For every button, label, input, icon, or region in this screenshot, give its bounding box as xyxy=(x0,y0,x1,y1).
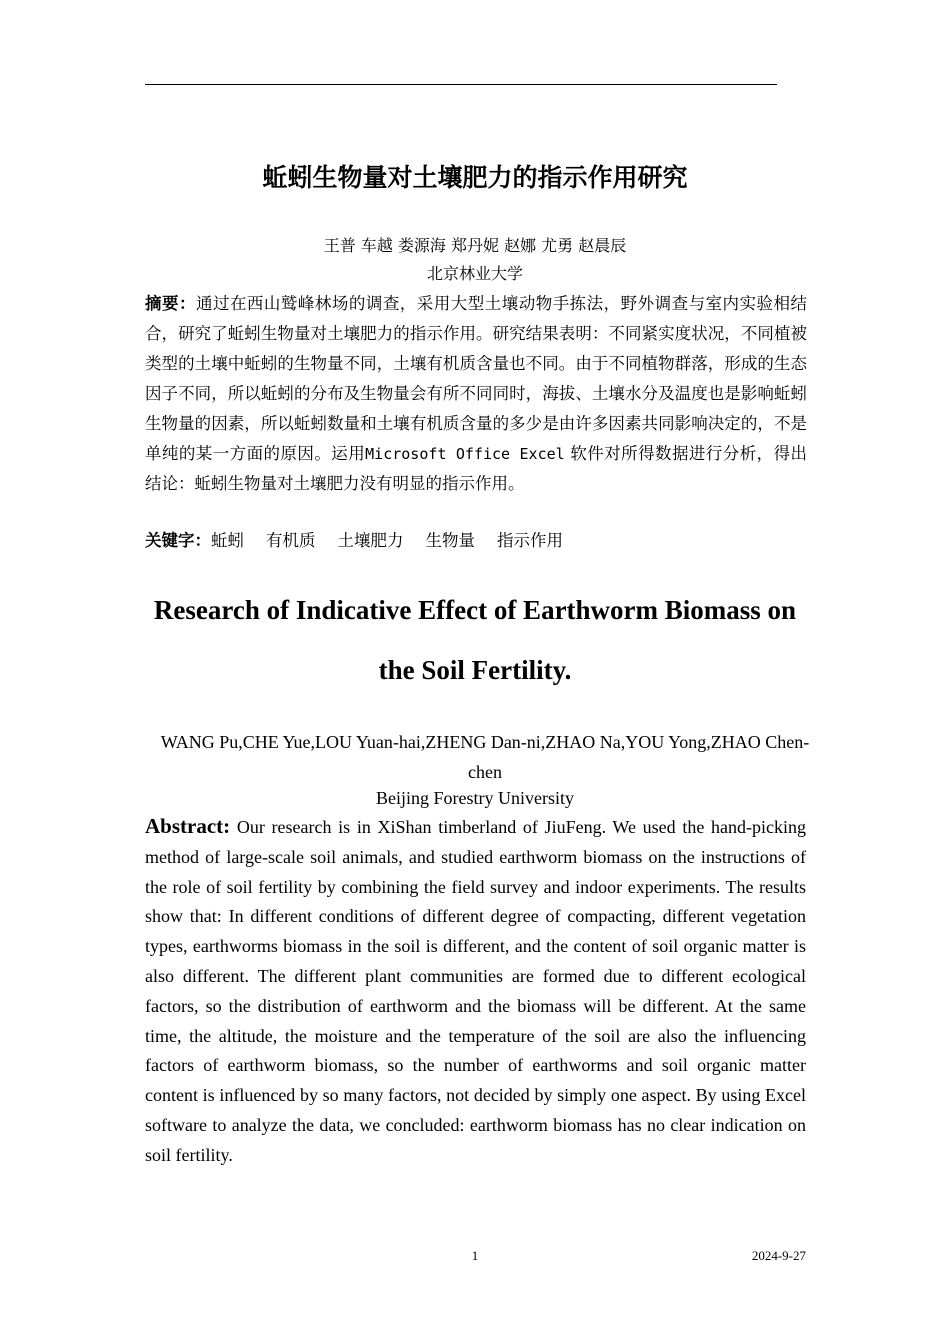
chinese-abstract-software: Microsoft Office Excel xyxy=(365,445,565,463)
chinese-keywords-label: 关键字： xyxy=(145,531,211,550)
english-title: Research of Indicative Effect of Earthworm Biomass on the Soil Fertility. xyxy=(153,595,797,685)
keyword: 有机质 xyxy=(266,531,316,550)
chinese-affiliation: 北京林业大学 xyxy=(426,264,523,283)
page-date: 2024-9-27 xyxy=(751,1248,806,1263)
chinese-keywords xyxy=(145,526,807,556)
english-abstract-text: Our research is in XiShan timberland of JiuFeng. We used the hand-picking method of large-scale soil animals, and studied earthworm biomass on the instructions of the role of soil fertility by combining the field survey and indoor experiments. The results show that: In different conditions of different degree of compacting, different vegetation types, earthworms biomass in the soil is different, and the content of soil organic matter is also different. The different plant communities are formed due to different ecological factors, so the distribution of earthworm and the biomass will be different. At the same time, the altitude, the moisture and the temperature of the soil are also the influencing factors of earthworm biomass, so the number of earthworms and soil organic matter content is influenced by so many factors, not decided by simply one aspect. By using Excel software to analyze the data, we concluded: earthworm biomass has no clear indication on soil fertility. xyxy=(145,817,806,1165)
keyword: 指示作用 xyxy=(497,531,563,550)
page-number: 1 xyxy=(471,1248,479,1263)
keyword: 蚯蚓 xyxy=(211,531,244,550)
chinese-abstract-text-1: 通过在西山鹫峰林场的调查，采用大型土壤动物手拣法，野外调查与室内实验相结合，研究了蚯蚓生物量对土壤肥力的指示作用。研究结果表明：不同紧实度状况，不同植被类型的土壤中蚯蚓的生物量不同，土壤有机质含量也不同。由于不同植物群落，形成的生态因子不同，所以蚯蚓的分布及生物量会有所不同同时，海拔、土壤水分及温度也是影响蚯蚓生物量的因素，所以蚯蚓数量和土壤有机质含量的多少是由许多因素共同影响决定的，不是单纯的某一方面的原因。运用 xyxy=(145,294,808,463)
keyword: 生物量 xyxy=(425,531,475,550)
english-abstract-label: Abstract: xyxy=(145,814,231,838)
header-rule xyxy=(145,84,777,85)
english-authors: WANG Pu,CHE Yue,LOU Yuan-hai,ZHENG Dan-ni,ZHAO Na,YOU Yong,ZHAO Chen-chen xyxy=(160,732,810,782)
chinese-abstract-text-2: 软件对所得数据进行分析，得出结论：蚯蚓生物量对土壤肥力没有明显的指示作用。 xyxy=(145,444,807,493)
chinese-title: 蚯蚓生物量对土壤肥力的指示作用研究 xyxy=(262,163,688,192)
chinese-abstract-label: 摘要： xyxy=(145,294,196,313)
english-affiliation: Beijing Forestry University xyxy=(376,788,574,808)
keyword: 土壤肥力 xyxy=(337,531,404,550)
english-abstract xyxy=(145,812,806,1171)
chinese-authors: 王普 车越 娄源海 郑丹妮 赵娜 尤勇 赵晨辰 xyxy=(323,236,627,255)
chinese-abstract xyxy=(145,289,807,499)
